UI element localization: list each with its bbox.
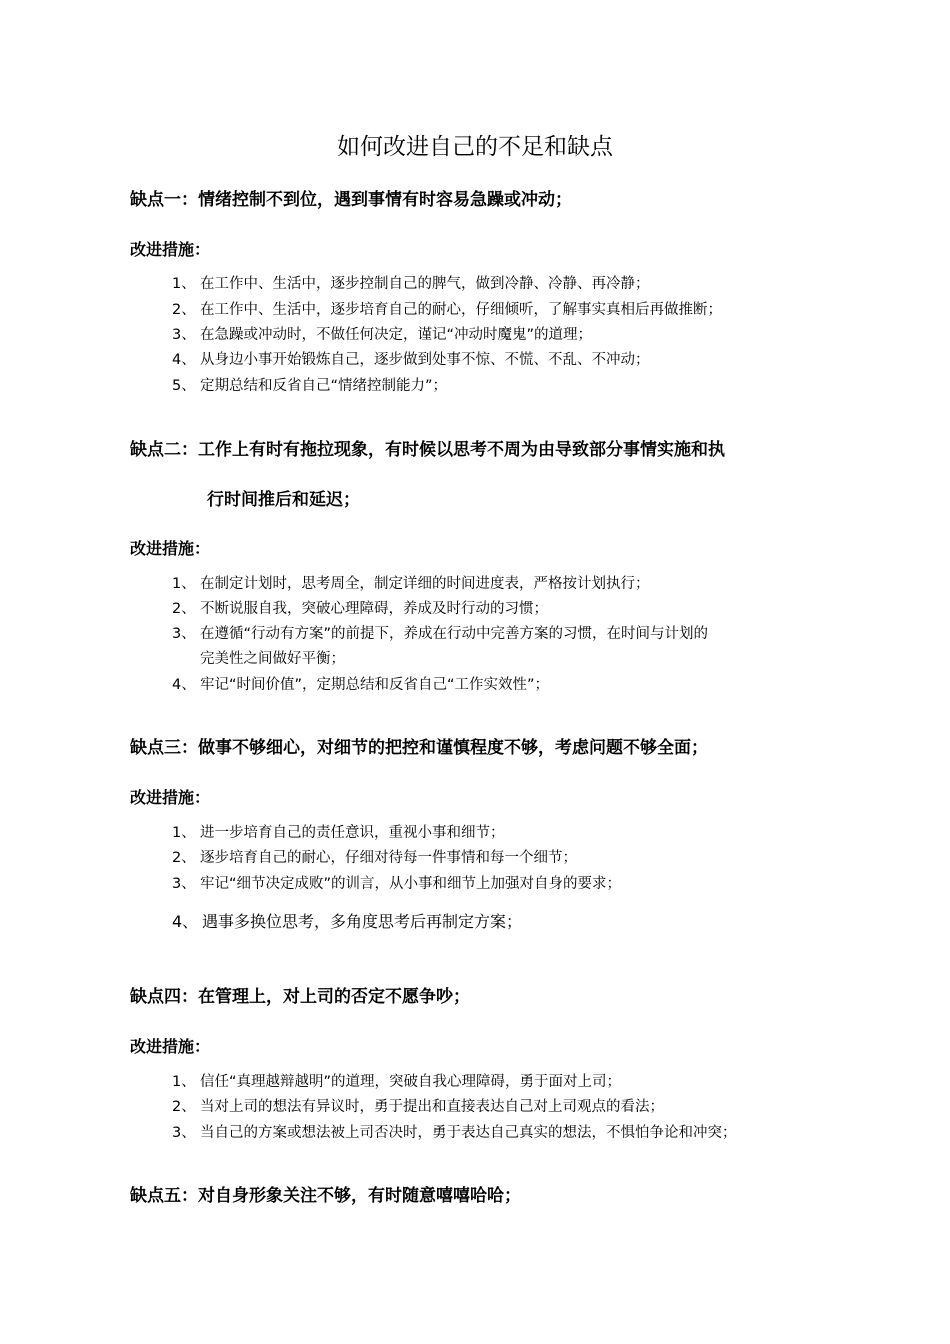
item-text: 进一步培育自己的责任意识，重视小事和细节； — [200, 825, 505, 841]
item-number: 3、 — [172, 1125, 196, 1141]
section-2-item-3-continuation: 完美性之间做好平衡； — [200, 651, 345, 667]
item-number: 5、 — [172, 378, 196, 394]
section-1-item-4 — [172, 348, 650, 373]
item-number: 1、 — [172, 825, 196, 841]
item-number: 3、 — [172, 876, 196, 892]
section-3-item-1 — [172, 821, 505, 846]
section-4-item-2 — [172, 1095, 664, 1120]
section-1-item-5 — [172, 374, 447, 399]
section-2-measures-label: 改进措施： — [130, 539, 211, 558]
item-number: 2、 — [172, 601, 196, 617]
item-text: 在工作中、生活中，逐步培育自己的耐心，仔细倾听，了解事实真相后再做推断； — [200, 302, 722, 318]
item-text: 当自己的方案或想法被上司否决时，勇于表达自己真实的想法，不惧怕争论和冲突； — [200, 1125, 737, 1141]
item-number: 4、 — [172, 912, 199, 931]
section-3-item-3 — [172, 872, 621, 897]
item-text: 定期总结和反省自己“情绪控制能力”； — [200, 378, 448, 394]
section-1-item-1 — [172, 272, 650, 297]
item-text: 信任“真理越辩越明”的道理，突破自我心理障碍，勇于面对上司； — [200, 1074, 622, 1090]
item-number: 1、 — [172, 1074, 196, 1090]
item-text: 在工作中、生活中，逐步控制自己的脾气，做到冷静、冷静、再冷静； — [200, 276, 650, 292]
section-5-heading: 缺点五：对自身形象关注不够，有时随意嘻嘻哈哈； — [130, 1186, 521, 1206]
item-text: 在遵循“行动有方案”的前提下，养成在行动中完善方案的习惯，在时间与计划的 — [200, 626, 709, 642]
item-number: 2、 — [172, 850, 196, 866]
item-number: 2、 — [172, 1099, 196, 1115]
section-2-item-3 — [172, 622, 708, 647]
section-1-measures-label: 改进措施： — [130, 240, 211, 259]
item-text: 不断说服自我，突破心理障碍，养成及时行动的习惯； — [200, 601, 548, 617]
item-number: 2、 — [172, 302, 196, 318]
section-2-item-1 — [172, 572, 650, 597]
item-number: 1、 — [172, 576, 196, 592]
item-number: 4、 — [172, 677, 196, 693]
item-number: 3、 — [172, 626, 196, 642]
section-4-measures-label: 改进措施： — [130, 1037, 211, 1056]
item-text: 逐步培育自己的耐心，仔细对待每一件事情和每一个细节； — [200, 850, 577, 866]
section-1-heading: 缺点一：情绪控制不到位，遇到事情有时容易急躁或冲动； — [130, 190, 572, 210]
section-3-item-2 — [172, 846, 577, 871]
item-number: 3、 — [172, 327, 196, 343]
item-text: 牢记“细节决定成败”的训言，从小事和细节上加强对自身的要求； — [200, 876, 622, 892]
section-2-item-2 — [172, 597, 548, 622]
item-number: 1、 — [172, 276, 196, 292]
document-title: 如何改进自己的不足和缺点 — [337, 134, 613, 160]
section-2-heading-continuation: 行时间推后和延迟； — [207, 490, 360, 510]
section-3-heading: 缺点三：做事不够细心，对细节的把控和谨慎程度不够，考虑问题不够全面； — [130, 738, 708, 758]
section-4-heading: 缺点四：在管理上，对上司的否定不愿争吵； — [130, 987, 470, 1007]
item-text: 当对上司的想法有异议时，勇于提出和直接表达自己对上司观点的看法； — [200, 1099, 664, 1115]
section-1-item-3 — [172, 323, 592, 348]
section-3-measures-label: 改进措施： — [130, 788, 211, 807]
section-2-heading: 缺点二：工作上有时有拖拉现象，有时候以思考不周为由导致部分事情实施和执 — [130, 440, 725, 460]
item-text: 牢记“时间价值”，定期总结和反省自己“工作实效性”； — [200, 677, 550, 693]
section-2-item-4 — [172, 673, 549, 698]
item-text: 遇事多换位思考，多角度思考后再制定方案； — [202, 912, 523, 931]
section-4-item-3 — [172, 1121, 737, 1146]
item-number: 4、 — [172, 352, 196, 368]
item-text: 从身边小事开始锻炼自己，逐步做到处事不惊、不慌、不乱、不冲动； — [200, 352, 650, 368]
section-1-item-2 — [172, 298, 722, 323]
section-4-item-1 — [172, 1070, 621, 1095]
section-3-item-4 — [172, 909, 522, 934]
item-text: 在制定计划时，思考周全，制定详细的时间进度表，严格按计划执行； — [200, 576, 650, 592]
item-text: 在急躁或冲动时，不做任何决定，谨记“冲动时魔鬼”的道理； — [200, 327, 593, 343]
